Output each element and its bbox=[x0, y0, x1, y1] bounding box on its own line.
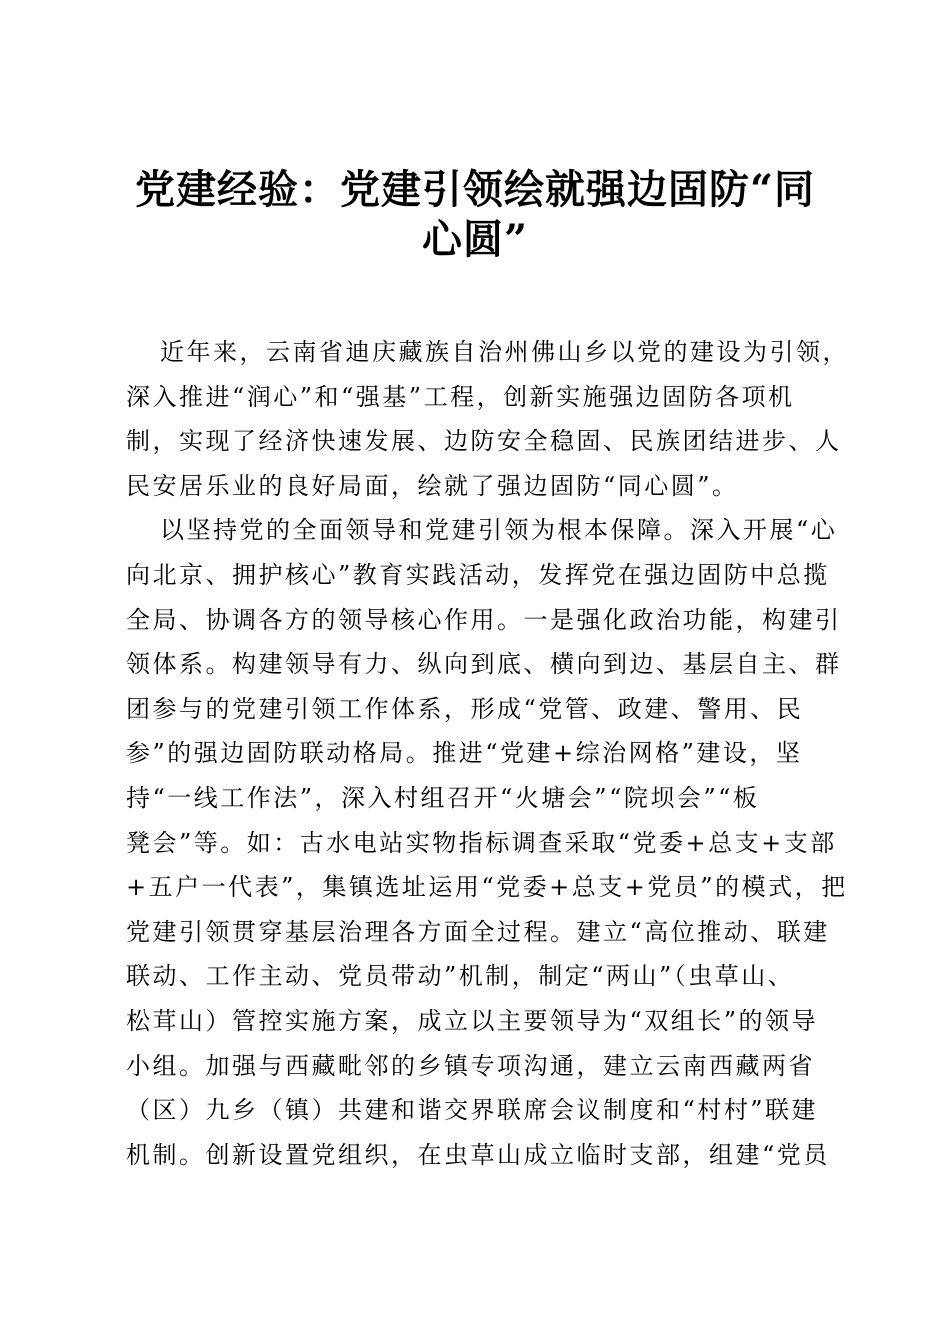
paragraph bbox=[126, 330, 849, 508]
paragraph-line: 党建引领贯穿基层治理各方面全过程。建立“高位推动、联建 bbox=[126, 917, 830, 946]
paragraph-line: 近年来，云南省迪庆藏族自治州佛山乡以党的建设为引领， bbox=[160, 338, 849, 366]
paragraph-line: 深入推进“润心”和“强基”工程，创新实施强边固防各项机 bbox=[126, 382, 795, 411]
paragraph-line: 全局、协调各方的领导核心作用。一是强化政治功能，构建引 bbox=[126, 605, 842, 634]
paragraph-line: +五户一代表”，集镇选址运用“党委+总支+党员”的模式，把 bbox=[126, 873, 848, 902]
paragraph-line: 松茸山）管控实施方案，成立以主要领导为“双组长”的领导 bbox=[126, 1006, 819, 1035]
document-body bbox=[126, 330, 849, 1177]
paragraph bbox=[126, 508, 848, 1177]
paragraph-line: 制，实现了经济快速发展、边防安全稳固、民族团结进步、人 bbox=[126, 427, 842, 456]
paragraph-line: 领体系。构建领导有力、纵向到底、横向到边、基层自主、群 bbox=[126, 650, 842, 679]
paragraph-line: 团参与的党建引领工作体系，形成“党管、政建、警用、民 bbox=[126, 694, 804, 723]
paragraph-line: （区）九乡（镇）共建和谐交界联席会议制度和“村村”联建 bbox=[126, 1096, 819, 1125]
paragraph-line: 机制。创新设置党组织，在虫草山成立临时支部，组建“党员 bbox=[126, 1140, 830, 1169]
paragraph-line: 凳会”等。如：古水电站实物指标调查采取“党委+总支+支部 bbox=[126, 828, 837, 857]
paragraph-line: 民安居乐业的良好局面，绘就了强边固防“同心圆”。 bbox=[126, 471, 739, 500]
paragraph-line: 联动、工作主动、党员带动”机制，制定“两山”（虫草山、 bbox=[126, 962, 795, 991]
paragraph-line: 持“一线工作法”，深入村组召开“火塘会”“院坝会”“板 bbox=[126, 783, 760, 812]
paragraph-line: 以坚持党的全面领导和党建引领为根本保障。深入开展“心 bbox=[160, 516, 838, 545]
paragraph-line: 参”的强边固防联动格局。推进“党建+综治网格”建设，坚 bbox=[126, 739, 803, 768]
document-title-line-1: 党建经验：党建引领绘就强边固防“同 bbox=[134, 166, 815, 213]
paragraph-line: 小组。加强与西藏毗邻的乡镇专项沟通，建立云南西藏两省 bbox=[126, 1051, 815, 1080]
paragraph-line: 向北京、拥护核心”教育实践活动，发挥党在强边固防中总揽 bbox=[126, 560, 830, 589]
document-title-line-2: 心圆” bbox=[421, 216, 528, 263]
